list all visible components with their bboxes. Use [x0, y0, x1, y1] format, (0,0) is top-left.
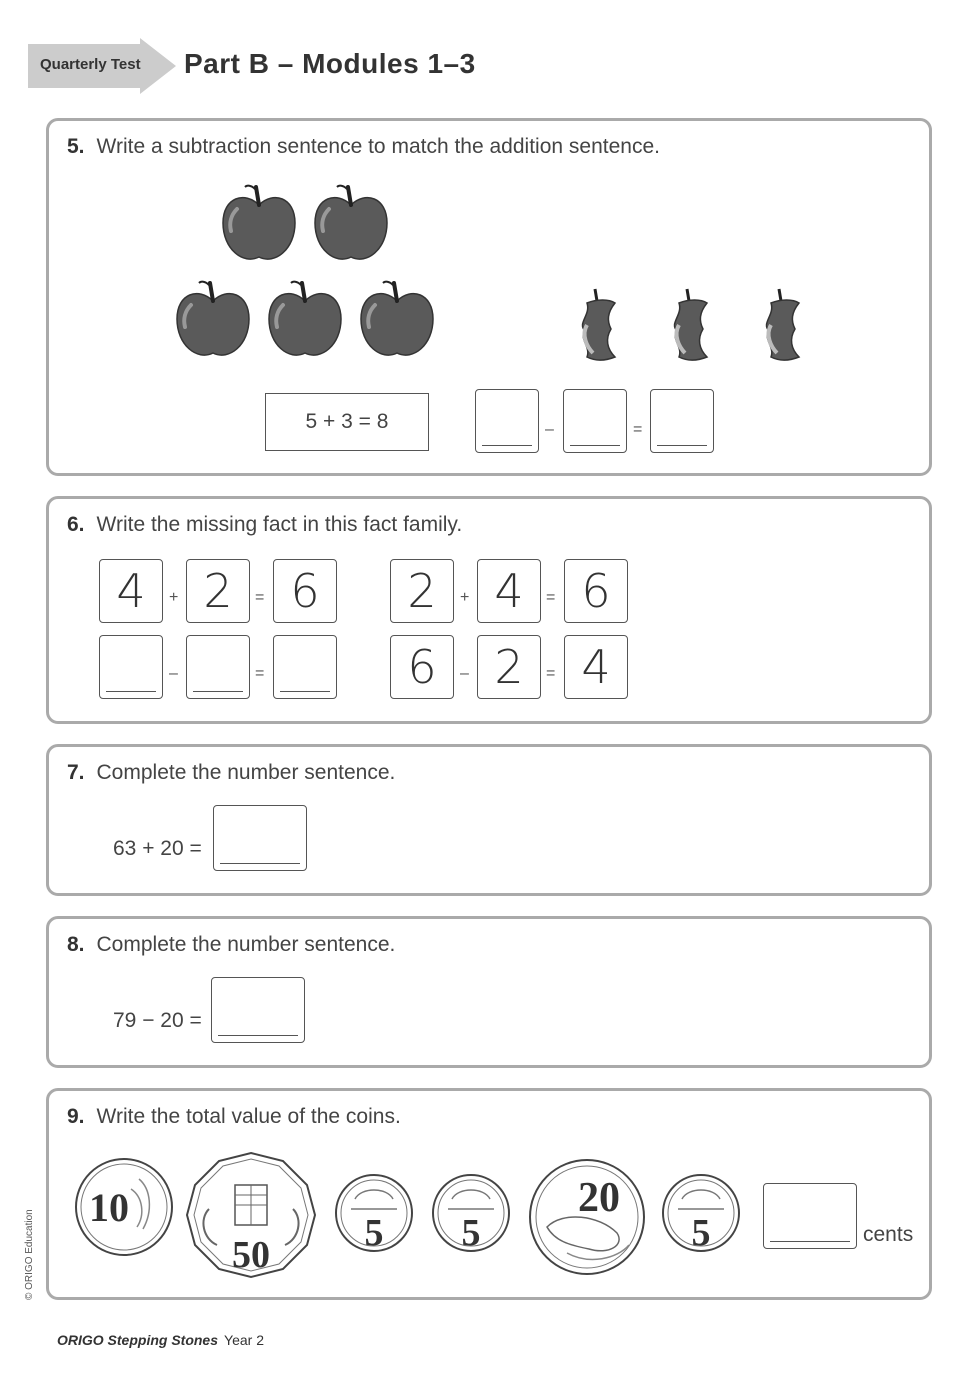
coin-value: 5: [691, 1212, 711, 1254]
question-number: 9.: [67, 1105, 85, 1128]
handwritten-digit: 2: [203, 564, 233, 618]
question-text: Complete the number sentence.: [96, 761, 396, 784]
page-title: Part B – Modules 1–3: [184, 48, 476, 79]
apple-core-icon: [766, 289, 799, 360]
fact-box: [390, 635, 454, 699]
minus-sign: –: [169, 665, 178, 682]
answer-box[interactable]: [186, 635, 250, 699]
five-cent-coin-icon: [336, 1175, 412, 1254]
minus-sign: –: [545, 421, 554, 438]
equals-sign: =: [633, 421, 643, 438]
fact-box: [477, 559, 541, 623]
fact-box: [99, 559, 163, 623]
handwritten-digit: 6: [290, 564, 320, 618]
answer-box[interactable]: [763, 1183, 857, 1249]
answer-box[interactable]: [475, 389, 539, 453]
apple-icon: [177, 282, 249, 355]
fact-box: [186, 559, 250, 623]
fact-box: [564, 635, 628, 699]
apple-core-icon: [674, 289, 707, 360]
fact-box: [390, 559, 454, 623]
answer-line: [220, 863, 300, 864]
equals-sign: =: [546, 665, 556, 682]
number-sentence: 79 − 20 =: [113, 1009, 202, 1032]
coin-value: 5: [461, 1212, 481, 1254]
question-8-prompt: [67, 933, 395, 957]
coins-illustration: [69, 1149, 759, 1279]
answer-line: [106, 691, 156, 692]
answer-box[interactable]: [563, 389, 627, 453]
question-9-panel: [46, 1088, 932, 1300]
five-cent-coin-icon: [663, 1175, 739, 1254]
fact-box: [273, 559, 337, 623]
answer-box[interactable]: [211, 977, 305, 1043]
answer-box[interactable]: [213, 805, 307, 871]
question-number: 8.: [67, 933, 85, 956]
answer-line: [657, 445, 707, 446]
answer-line: [570, 445, 620, 446]
apple-core-icon: [582, 289, 615, 360]
handwritten-digit: 6: [407, 640, 437, 694]
question-text: Write the total value of the coins.: [96, 1105, 401, 1128]
question-6-prompt: [67, 513, 462, 537]
cents-label: cents: [863, 1223, 914, 1246]
quarterly-test-tag: [28, 38, 176, 94]
coin-value: 20: [578, 1175, 620, 1221]
question-8-panel: [46, 916, 932, 1068]
handwritten-digit: 6: [581, 564, 611, 618]
addition-sentence: 5 + 3 = 8: [305, 410, 389, 433]
plus-sign: +: [169, 589, 179, 606]
question-9-prompt: [67, 1105, 401, 1129]
fifty-cent-coin-icon: [187, 1153, 315, 1277]
handwritten-digit: 4: [494, 564, 524, 618]
brand-name: ORIGO Stepping Stones: [57, 1332, 219, 1348]
question-number: 6.: [67, 513, 85, 536]
answer-line: [482, 445, 532, 446]
copyright-notice: © ORIGO Education: [24, 1209, 35, 1300]
answer-box[interactable]: [273, 635, 337, 699]
fact-box: [477, 635, 541, 699]
apple-icon: [315, 186, 387, 259]
answer-box[interactable]: [650, 389, 714, 453]
coin-value: 5: [364, 1212, 384, 1254]
question-text: Write a subtraction sentence to match the addition sentence.: [96, 135, 660, 158]
answer-line: [280, 691, 330, 692]
apples-illustration: [169, 181, 869, 381]
answer-box[interactable]: [99, 635, 163, 699]
fact-box: [564, 559, 628, 623]
handwritten-digit: 4: [581, 640, 611, 694]
answer-line: [193, 691, 243, 692]
coin-value: 50: [232, 1234, 270, 1276]
year-label: Year 2: [224, 1332, 264, 1348]
plus-sign: +: [460, 589, 470, 606]
minus-sign: –: [460, 665, 469, 682]
question-6-panel: [46, 496, 932, 724]
answer-line: [770, 1241, 850, 1242]
answer-line: [218, 1035, 298, 1036]
question-5-prompt: [67, 135, 660, 159]
question-5-panel: [46, 118, 932, 476]
question-7-prompt: [67, 761, 395, 785]
equals-sign: =: [546, 589, 556, 606]
five-cent-coin-icon: [433, 1175, 509, 1254]
footer-brand: [57, 1332, 264, 1348]
number-sentence: 63 + 20 =: [113, 837, 202, 860]
handwritten-digit: 2: [407, 564, 437, 618]
handwritten-digit: 4: [116, 564, 146, 618]
addition-sentence-box: [265, 393, 429, 451]
equals-sign: =: [255, 665, 265, 682]
question-text: Write the missing fact in this fact family.: [96, 513, 463, 536]
question-7-panel: [46, 744, 932, 896]
question-number: 5.: [67, 135, 85, 158]
apple-icon: [361, 282, 433, 355]
handwritten-digit: 2: [494, 640, 524, 694]
question-number: 7.: [67, 761, 85, 784]
question-text: Complete the number sentence.: [96, 933, 396, 956]
tag-label: Quarterly Test: [40, 56, 141, 73]
equals-sign: =: [255, 589, 265, 606]
ten-cent-coin-icon: [76, 1159, 172, 1255]
coin-value: 10: [89, 1185, 129, 1230]
apple-icon: [269, 282, 341, 355]
apple-icon: [223, 186, 295, 259]
twenty-cent-coin-icon: [530, 1160, 644, 1274]
